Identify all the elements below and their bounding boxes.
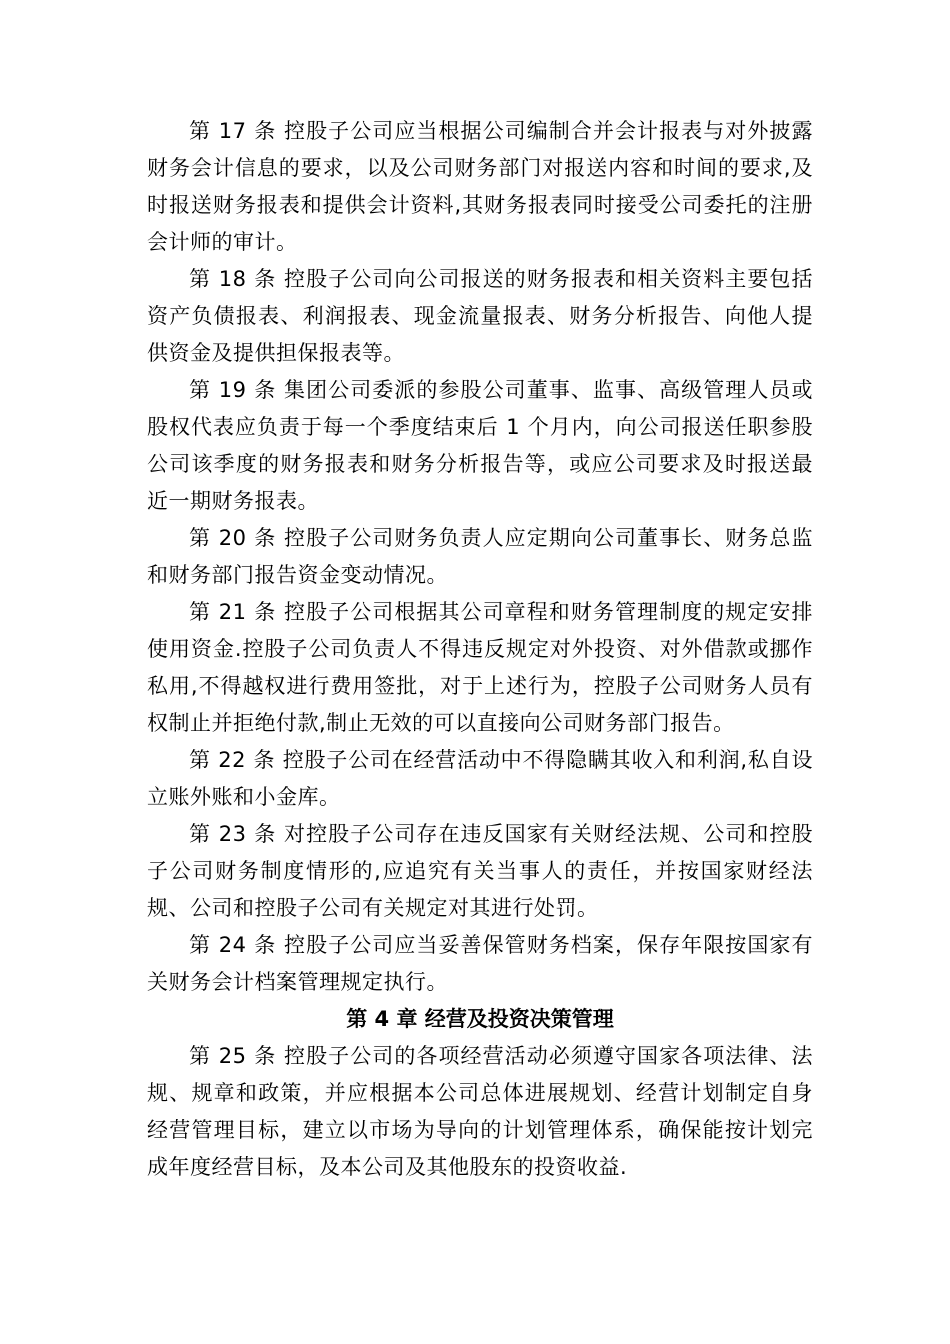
article-21: 第 21 条 控股子公司根据其公司章程和财务管理制度的规定安排使用资金.控股子公司负责人不得违反规定对外投资、对外借款或挪作私用,不得越权进行费用签批，对于上述行为，控股子公司财务人员有权制止并拒绝付款,制止无效的可以直接向公司财务部门报告。: [147, 600, 813, 735]
article-19: 第 19 条 集团公司委派的参股公司董事、监事、高级管理人员或股权代表应负责于每一个季度结束后 1 个月内，向公司报送任职参股公司该季度的财务报表和财务分析报告等，或应公司要求及时报送最近一期财务报表。: [147, 378, 813, 513]
article-23: 第 23 条 对控股子公司存在违反国家有关财经法规、公司和控股子公司财务制度情形的,应追究有关当事人的责任，并按国家财经法规、公司和控股子公司有关规定对其进行处罚。: [147, 822, 813, 920]
article-20: 第 20 条 控股子公司财务负责人应定期向公司董事长、财务总监和财务部门报告资金变动情况。: [147, 526, 813, 587]
article-24: 第 24 条 控股子公司应当妥善保管财务档案，保存年限按国家有关财务会计档案管理规定执行。: [147, 933, 813, 994]
article-22: 第 22 条 控股子公司在经营活动中不得隐瞒其收入和利润,私自设立账外账和小金库。: [147, 748, 813, 809]
article-25: 第 25 条 控股子公司的各项经营活动必须遵守国家各项法律、法规、规章和政策，并应根据本公司总体进展规划、经营计划制定自身经营管理目标，建立以市场为导向的计划管理体系，确保能按计划完成年度经营目标，及本公司及其他股东的投资收益.: [147, 1044, 813, 1179]
chapter-heading: 第 4 章 经营及投资决策管理: [346, 1007, 614, 1031]
article-18: 第 18 条 控股子公司向公司报送的财务报表和相关资料主要包括资产负债报表、利润报表、现金流量报表、财务分析报告、向他人提供资金及提供担保报表等。: [147, 267, 813, 365]
article-17: 第 17 条 控股子公司应当根据公司编制合并会计报表与对外披露财务会计信息的要求，以及公司财务部门对报送内容和时间的要求,及时报送财务报表和提供会计资料,其财务报表同时接受公司委托的注册会计师的审计。: [147, 119, 813, 254]
document-page: [147, 113, 813, 1186]
